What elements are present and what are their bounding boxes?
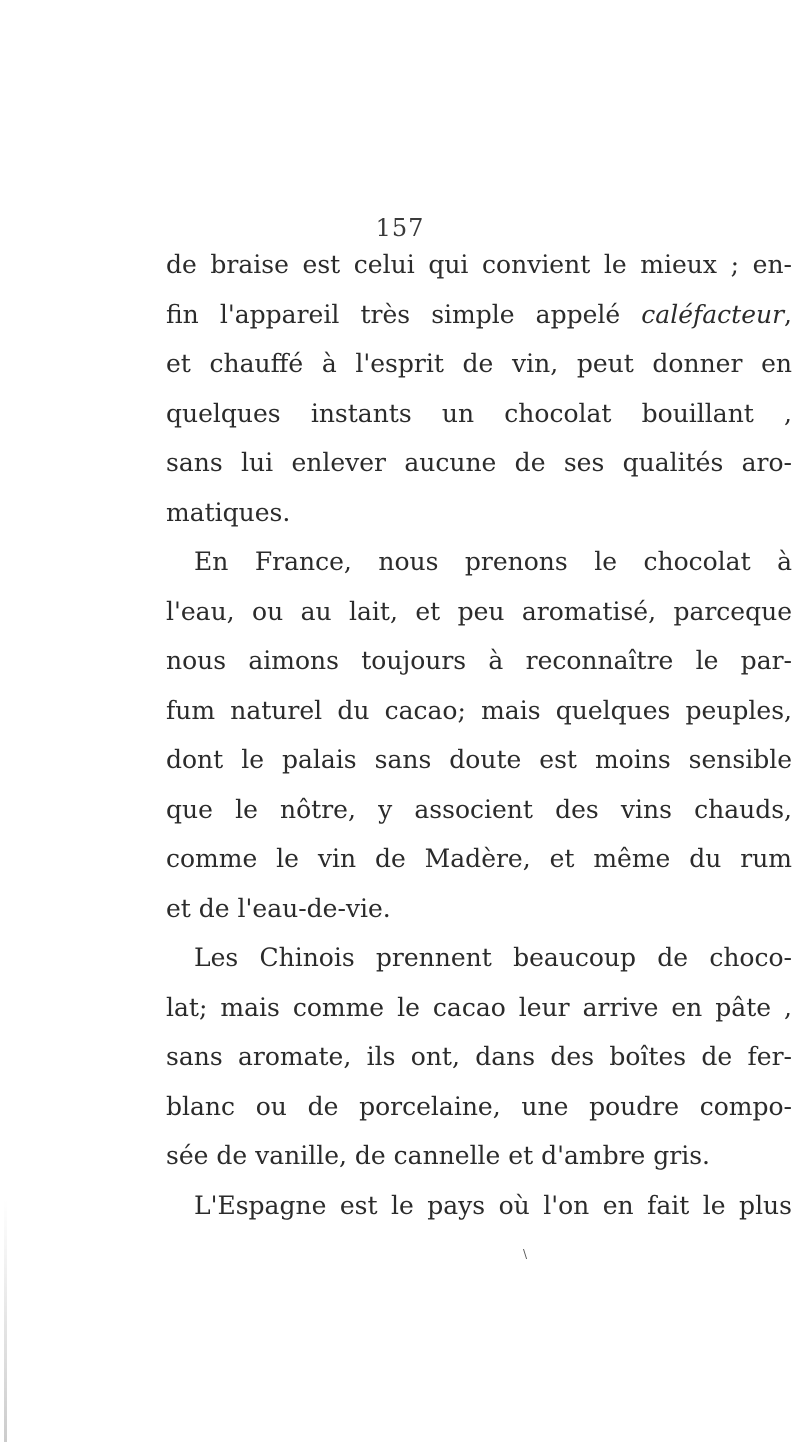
paragraph-start: Les Chinois prennent beaucoup de choco- [194,943,792,972]
text-line-start: fin l'appareil très simple appelé [166,299,642,329]
term-punctuation: , [784,299,792,329]
page-number: 157 [375,214,425,242]
text-line: de braise est celui qui convient le mieux ; en- [166,250,792,279]
text-line: sans lui enlever aucune de ses qualités aro- [166,448,792,477]
text-line: l'eau, ou au lait, et peu aromatisé, parceque [166,596,792,626]
paragraph-start: En France, nous prenons le chocolat à [194,547,792,576]
text-line [166,290,792,340]
text-line: et chauffé à l'esprit de vin, peut donner en [166,349,792,378]
text-line: matiques. [166,497,291,527]
text-line: nous aimons toujours à reconnaître le par- [166,646,792,675]
stray-mark: \ [523,1247,528,1261]
text-line: lat; mais comme le cacao leur arrive en pâte , [166,992,792,1022]
text-line: fum naturel du cacao; mais quelques peuples, [166,695,792,725]
text-line: dont le palais sans doute est moins sensible [166,745,792,774]
italic-term: caléfacteur [641,299,785,329]
text-line: quelques instants un chocolat bouillant , [166,398,792,428]
text-line: que le nôtre, y associent des vins chauds, [166,794,792,824]
text-line: sans aromate, ils ont, dans des boîtes de fer- [166,1042,792,1071]
text-line: et de l'eau-de-vie. [166,893,391,923]
paragraph-start: L'Espagne est le pays où l'on en fait le plus [194,1190,792,1220]
page-edge-shadow [4,1200,7,1442]
body-text [166,240,792,1230]
text-line: blanc ou de porcelaine, une poudre compo- [166,1091,792,1121]
text-line: sée de vanille, de cannelle et d'ambre gris. [166,1141,710,1170]
text-line: comme le vin de Madère, et même du rum [166,844,792,873]
